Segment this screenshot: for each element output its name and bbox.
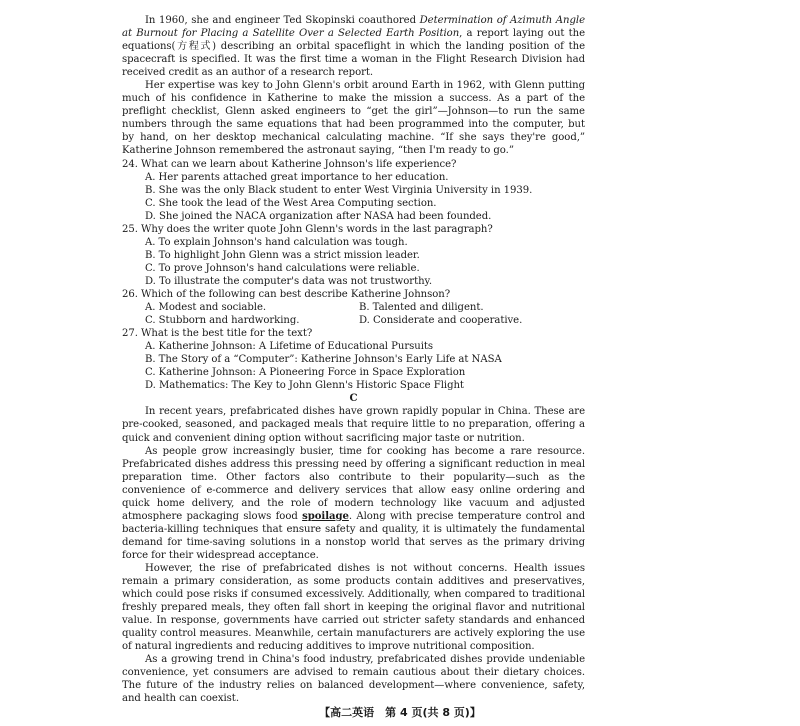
section-heading: C xyxy=(349,393,358,405)
passage-paragraph: In recent years, prefabricated dishes have grown rapidly popular in China. These are pre-cooked, seasoned, and packaged meals that require little to no preparation, offering a quick and convenient dining option without sacrificing major taste or nutrition. xyxy=(122,406,585,444)
option-a: A. Katherine Johnson: A Lifetime of Educational Pursuits xyxy=(145,341,434,353)
option-c: C. To prove Johnson's hand calculations were reliable. xyxy=(145,262,420,274)
options-row xyxy=(145,314,585,327)
page-footer: 【高二英语 第 4 页(共 8 页)】 xyxy=(319,706,481,719)
option-b: B. Talented and diligent. xyxy=(359,302,484,314)
option-a: A. To explain Johnson's hand calculation was tough. xyxy=(145,236,408,248)
passage-paragraph: However, the rise of prefabricated dishes is not without concerns. Health issues remain a primary consideration, as some products contain additives and preservatives, which could pose risks if consumed excessively. Additionally, when compared to traditional freshly prepared meals, they often fall short in keeping the original flavor and nutritional value. In response, governments have carried out stricter safety standards and enhanced quality control measures. Meanwhile, certain manufacturers are actively exploring the use of natural ingredients and reducing additives to improve nutritional composition. xyxy=(122,562,585,653)
question-stem: 24. What can we learn about Katherine Johnson's life experience? xyxy=(122,158,457,170)
option-d: D. Considerate and cooperative. xyxy=(359,315,523,327)
option-a: A. Modest and sociable. xyxy=(145,302,267,314)
passage-paragraph: In 1960, she and engineer Ted Skopinski coauthored Determination of Azimuth Angle at Burnout for Placing a Satellite Over a Selected Earth Position, a report laying out the equations(方程式) describing an orbital spaceflight in which the landing position of the spacecraft is specified. It was the first time a woman in the Flight Research Division had received credit as an author of a research report. xyxy=(122,15,586,79)
option-c: C. Stubborn and hardworking. xyxy=(145,315,300,327)
option-d: D. Mathematics: The Key to John Glenn's Historic Space Flight xyxy=(145,380,464,392)
passage-paragraph: As a growing trend in China's food industry, prefabricated dishes provide undeniable convenience, yet consumers are advised to remain cautious about their dietary choices. The future of the industry relies on balanced development—where convenience, safety, and health can coexist. xyxy=(122,654,585,705)
question-stem: 25. Why does the writer quote John Glenn's words in the last paragraph? xyxy=(122,223,493,235)
question-stem: 26. Which of the following can best describe Katherine Johnson? xyxy=(122,288,451,300)
option-b: B. The Story of a “Computer”: Katherine Johnson's Early Life at NASA xyxy=(145,354,502,366)
option-b: B. She was the only Black student to enter West Virginia University in 1939. xyxy=(145,184,533,196)
underlined-word: spoilage xyxy=(302,510,349,522)
option-d: D. She joined the NACA organization after NASA had been founded. xyxy=(145,210,492,222)
option-c: C. She took the lead of the West Area Computing section. xyxy=(145,197,437,209)
option-a: A. Her parents attached great importance to her education. xyxy=(145,171,449,183)
passage-paragraph: Her expertise was key to John Glenn's orbit around Earth in 1962, with Glenn putting much of his confidence in Katherine to make the mission a success. As a part of the preflight checklist, Glenn asked engineers to “get the girl”—Johnson—to run the same numbers through the same equations that had been programmed into the computer, but by hand, on her desktop mechanical calculating machine. “If she says they're good,” Katherine Johnson remembered the astronaut saying, “then I'm ready to go.” xyxy=(122,80,585,157)
option-d: D. To illustrate the computer's data was not trustworthy. xyxy=(145,275,432,287)
question-stem: 27. What is the best title for the text? xyxy=(122,328,313,340)
option-c: C. Katherine Johnson: A Pioneering Force in Space Exploration xyxy=(145,367,466,379)
exam-page xyxy=(122,14,585,705)
option-b: B. To highlight John Glenn was a strict mission leader. xyxy=(145,249,420,261)
options-row xyxy=(145,301,585,314)
report-title: Determination of Azimuth Angle at Burnout for Placing a Satellite Over a Selected Earth Position xyxy=(122,15,585,40)
passage-paragraph: As people grow increasingly busier, time for cooking has become a rare resource. Prefabricated dishes address this pressing need by offering a significant reduction in meal preparation time. Other factors also contribute to their popularity—such as the convenience of e-commerce and delivery services that allow easy online ordering and quick home delivery, and the role of modern technology like vacuum and adjusted atmosphere packaging slows food spoilage. Along with precise temperature control and bacteria-killing techniques that ensure safety and quality, it is ultimately the fundamental demand for time-saving solutions in a nonstop world that serves as the primary driving force for their widespread acceptance. xyxy=(122,445,585,561)
